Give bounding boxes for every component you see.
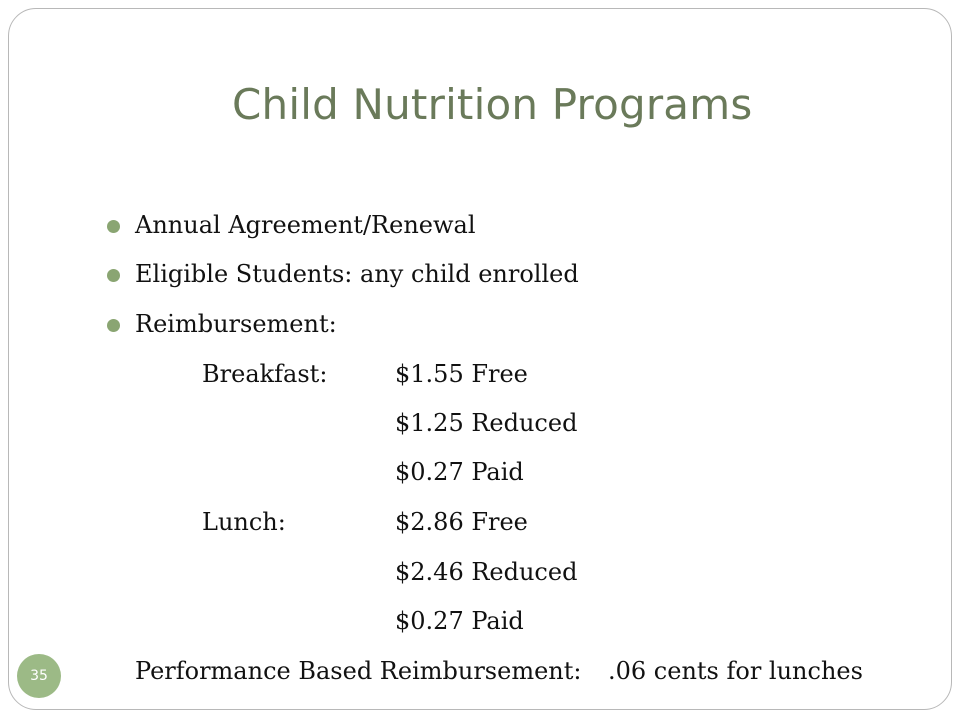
bullet-annual-agreement: Annual Agreement/Renewal: [135, 211, 476, 239]
bullet-icon: [107, 269, 120, 282]
slide-number-badge: [17, 654, 61, 698]
lunch-rate-free: $2.86 Free: [395, 508, 528, 536]
slide-title: Child Nutrition Programs: [232, 80, 753, 129]
breakfast-rate-free: $1.55 Free: [395, 360, 528, 388]
bullet-icon: [107, 319, 120, 332]
performance-label: Performance Based Reimbursement:: [135, 657, 582, 685]
lunch-label: Lunch:: [202, 508, 286, 536]
breakfast-label: Breakfast:: [202, 360, 328, 388]
bullet-eligible-students: Eligible Students: any child enrolled: [135, 260, 579, 288]
breakfast-rate-reduced: $1.25 Reduced: [395, 409, 578, 437]
lunch-rate-reduced: $2.46 Reduced: [395, 558, 578, 586]
bullet-icon: [107, 220, 120, 233]
bullet-reimbursement: Reimbursement:: [135, 310, 337, 338]
performance-value: .06 cents for lunches: [608, 657, 863, 685]
lunch-rate-paid: $0.27 Paid: [395, 607, 524, 635]
slide-number: 35: [30, 668, 48, 684]
breakfast-rate-paid: $0.27 Paid: [395, 458, 524, 486]
